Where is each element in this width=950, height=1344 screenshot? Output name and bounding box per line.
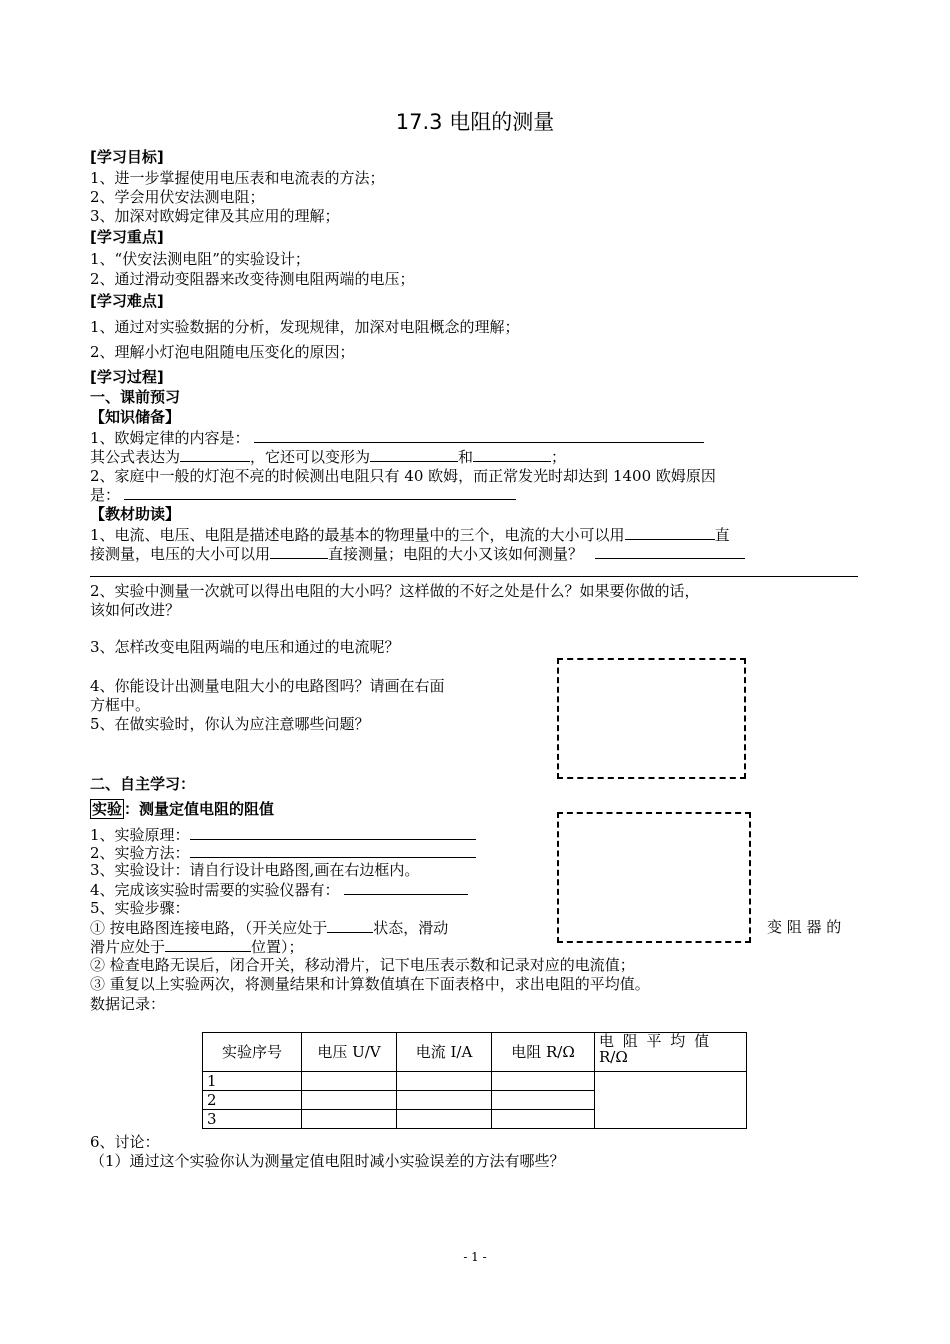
- textbook-1b: 接测量，电压的大小可以用 直接测量；电阻的大小又该如何测量？: [90, 544, 745, 563]
- key-1: 1、“伏安法测电阻”的实验设计；: [90, 250, 310, 268]
- table-row: 3: [203, 1110, 747, 1129]
- textbook-1a: 1、电流、电压、电阻是描述电路的最基本的物理量中的三个，电流的大小可以用 直: [90, 526, 730, 544]
- experiment-5: 5、实验步骤：: [90, 899, 190, 917]
- answer-blank[interactable]: [124, 485, 516, 500]
- circuit-design-box[interactable]: [557, 812, 751, 943]
- answer-blank[interactable]: [190, 825, 476, 840]
- answer-line[interactable]: [90, 562, 858, 577]
- table-cell[interactable]: [492, 1072, 595, 1091]
- table-row: 2: [203, 1091, 747, 1110]
- experiment-3: 3、实验设计：请自行设计电路图,画在右边框内。: [90, 861, 420, 879]
- answer-blank[interactable]: [344, 880, 468, 895]
- answer-blank[interactable]: [473, 447, 551, 462]
- page-number: - 1 -: [463, 1250, 487, 1264]
- step-3: ③ 重复以上实验两次，将测量结果和计算数值填在下面表格中，求出电阻的平均值。: [90, 975, 650, 993]
- textbook-4b: 方框中。: [90, 696, 151, 714]
- step-2: ② 检查电路无误后，闭合开关，移动滑片，记下电压表示数和记录对应的电流值；: [90, 956, 635, 974]
- answer-blank[interactable]: [625, 525, 715, 540]
- table-cell[interactable]: [302, 1110, 397, 1129]
- goal-2: 2、学会用伏安法测电阻；: [90, 188, 265, 206]
- answer-blank[interactable]: [254, 428, 704, 443]
- key-2: 2、通过滑动变阻器来改变待测电阻两端的电压；: [90, 270, 415, 288]
- textbook-5: 5、在做实验时，你认为应注意哪些问题？: [90, 715, 370, 733]
- knowledge-1: 1、欧姆定律的内容是：: [90, 428, 704, 447]
- textbook-2a: 2、实验中测量一次就可以得出电阻的大小吗？这样做的不好之处是什么？如果要你做的话，: [90, 582, 700, 600]
- diff-1: 1、通过对实验数据的分析，发现规律，加深对电阻概念的理解；: [90, 318, 520, 336]
- goal-1: 1、进一步掌握使用电压表和电流表的方法；: [90, 169, 385, 187]
- answer-blank[interactable]: [370, 447, 458, 462]
- textbook-2b: 该如何改进？: [90, 601, 181, 619]
- experiment-2: 2、实验方法：: [90, 843, 476, 862]
- table-cell[interactable]: [492, 1110, 595, 1129]
- table-cell[interactable]: [302, 1072, 397, 1091]
- step-1b: 滑片应处于 位置）；: [90, 938, 304, 956]
- col-header-average: 电 阻 平 均 值 R/Ω: [595, 1033, 747, 1072]
- answer-blank[interactable]: [270, 544, 328, 559]
- col-header-current: 电流 I/A: [397, 1033, 492, 1072]
- step-1a: ① 按电路图连接电路，（开关应处于 状态，滑动: [90, 919, 449, 937]
- knowledge-heading: 【知识储备】: [90, 408, 181, 426]
- knowledge-1b: 其公式表达为 ，它还可以变形为 和 ；: [90, 448, 567, 466]
- page-title: 17.3 电阻的测量: [395, 110, 555, 134]
- col-header-index: 实验序号: [203, 1033, 302, 1072]
- textbook-4a: 4、你能设计出测量电阻大小的电路图吗？请画在右面: [90, 677, 445, 695]
- average-cell[interactable]: [595, 1072, 747, 1129]
- col-header-voltage: 电压 U/V: [302, 1033, 397, 1072]
- discussion-question-1: （1）通过这个实验你认为测量定值电阻时减小实验误差的方法有哪些？: [90, 1152, 565, 1170]
- knowledge-2b: 是：: [90, 485, 516, 504]
- answer-blank[interactable]: [190, 843, 476, 858]
- answer-blank[interactable]: [327, 918, 373, 933]
- table-cell[interactable]: [397, 1091, 492, 1110]
- table-cell[interactable]: [397, 1110, 492, 1129]
- col-header-resistance: 电阻 R/Ω: [492, 1033, 595, 1072]
- heading-key: [学习重点]: [90, 228, 164, 246]
- part-1-heading: 一、课前预习: [90, 388, 181, 406]
- table-row: 1: [203, 1072, 747, 1091]
- knowledge-2: 2、家庭中一般的灯泡不亮的时候测出电阻只有 40 欧姆，而正常发光时却达到 1400 欧姆原因: [90, 467, 716, 485]
- heading-goals: [学习目标]: [90, 148, 164, 166]
- part-2-heading: 二、自主学习：: [90, 775, 196, 793]
- heading-process: [学习过程]: [90, 368, 164, 386]
- answer-blank[interactable]: [165, 937, 251, 952]
- step-1c: 变 阻 器 的: [767, 918, 842, 936]
- heading-difficulty: [学习难点]: [90, 292, 164, 310]
- experiment-title: 实验 ：测量定值电阻的阻值: [92, 800, 275, 818]
- answer-blank[interactable]: [180, 447, 250, 462]
- experiment-4: 4、完成该实验时需要的实验仪器有：: [90, 880, 468, 899]
- textbook-heading: 【教材助读】: [90, 505, 181, 523]
- table-cell[interactable]: [397, 1072, 492, 1091]
- data-record-label: 数据记录：: [90, 995, 166, 1013]
- experiment-1: 1、实验原理：: [90, 825, 476, 844]
- circuit-drawing-box[interactable]: [557, 658, 746, 779]
- textbook-3: 3、怎样改变电阻两端的电压和通过的电流呢？: [90, 638, 400, 656]
- answer-blank[interactable]: [595, 544, 745, 559]
- discussion-label: 6、讨论：: [90, 1133, 160, 1151]
- goal-3: 3、加深对欧姆定律及其应用的理解；: [90, 207, 340, 225]
- table-cell[interactable]: [302, 1091, 397, 1110]
- table-cell[interactable]: [492, 1091, 595, 1110]
- data-table: [202, 1032, 747, 1129]
- diff-2: 2、理解小灯泡电阻随电压变化的原因；: [90, 343, 355, 361]
